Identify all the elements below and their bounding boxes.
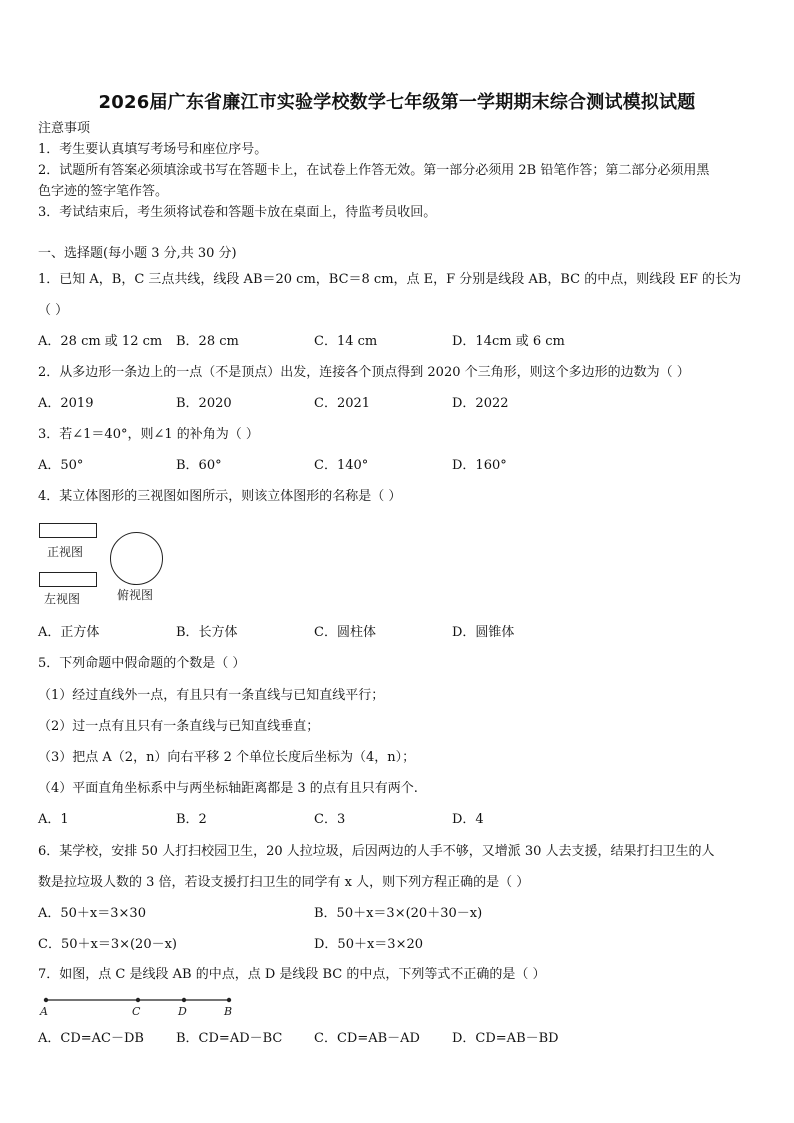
notice-item-1: 1．考生要认真填写考场号和座位序号。: [38, 142, 268, 157]
front-view-rectangle: [39, 523, 97, 538]
q5-item-4: （4）平面直角坐标系中与两坐标轴距离都是 3 的点有且只有两个.: [38, 781, 418, 796]
q5-option-a: A．1: [38, 812, 69, 827]
q3-option-c: C．140°: [314, 458, 369, 473]
q7-stem: 7．如图，点 C 是线段 AB 的中点，点 D 是线段 BC 的中点，下列等式不正确的是（ ）: [38, 967, 546, 982]
point-a-label: A: [40, 1005, 48, 1018]
notice-item-2-cont: 色字迹的签字笔作答。: [38, 184, 169, 199]
q6-option-c: C．50＋x＝3×(20－x): [38, 937, 178, 952]
section-heading: 一、选择题(每小题 3 分,共 30 分): [38, 246, 237, 261]
q7-option-a: A．CD=AC－DB: [38, 1031, 144, 1046]
point-a-dot: [44, 998, 48, 1002]
point-d-label: D: [178, 1005, 187, 1018]
q5-stem: 5．下列命题中假命题的个数是（ ）: [38, 656, 246, 671]
point-c-label: C: [132, 1005, 141, 1018]
notice-item-2: 2．试题所有答案必须填涂或书写在答题卡上，在试卷上作答无效。第一部分必须用 2B 铅笔作答；第二部分必须用黑: [38, 163, 710, 178]
q5-item-1: （1）经过直线外一点，有且只有一条直线与已知直线平行；: [38, 688, 385, 703]
q1-option-b: B．28 cm: [176, 334, 239, 349]
q5-item-2: （2）过一点有且只有一条直线与已知直线垂直；: [38, 719, 320, 734]
q1-stem-bracket: （ ）: [38, 303, 69, 318]
q3-option-a: A．50°: [38, 458, 84, 473]
front-view-label: 正视图: [47, 545, 84, 559]
q2-option-c: C．2021: [314, 396, 371, 411]
q7-option-d: D．CD=AB－BD: [452, 1031, 559, 1046]
q1-option-d: D．14cm 或 6 cm: [452, 334, 565, 349]
point-c-dot: [136, 998, 140, 1002]
point-d-dot: [182, 998, 186, 1002]
q2-option-b: B．2020: [176, 396, 232, 411]
q6-option-d: D．50＋x＝3×20: [314, 937, 424, 952]
q5-item-3: （3）把点 A（2，n）向右平移 2 个单位长度后坐标为（4，n）；: [38, 750, 416, 765]
q3-option-b: B．60°: [176, 458, 222, 473]
page-title: 2026届广东省廉江市实验学校数学七年级第一学期期末综合测试模拟试题: [98, 92, 696, 113]
q5-option-d: D．4: [452, 812, 484, 827]
point-b-label: B: [224, 1005, 233, 1018]
q6-stem-cont: 数是拉垃圾人数的 3 倍，若设支援打扫卫生的同学有 x 人，则下列方程正确的是（ ）: [38, 875, 530, 890]
top-view-circle: [110, 532, 163, 585]
top-view-label: 俯视图: [117, 588, 154, 602]
q5-option-c: C．3: [314, 812, 346, 827]
q1-option-c: C．14 cm: [314, 334, 378, 349]
left-view-label: 左视图: [44, 592, 81, 606]
q6-option-a: A．50＋x＝3×30: [38, 906, 146, 921]
q1-stem: 1．已知 A，B，C 三点共线，线段 AB＝20 cm，BC＝8 cm，点 E，F 分别是线段 AB，BC 的中点，则线段 EF 的长为: [38, 272, 742, 287]
q2-stem: 2．从多边形一条边上的一点（不是顶点）出发，连接各个顶点得到 2020 个三角形，则这个多边形的边数为（ ）: [38, 365, 690, 380]
q3-stem: 3．若∠1＝40°，则∠1 的补角为（ ）: [38, 427, 259, 442]
q2-option-a: A．2019: [38, 396, 94, 411]
q4-option-d: D．圆锥体: [452, 625, 515, 640]
q3-option-d: D．160°: [452, 458, 507, 473]
q4-option-b: B．长方体: [176, 625, 238, 640]
notice-heading: 注意事项: [38, 121, 91, 136]
q4-option-a: A．正方体: [38, 625, 100, 640]
q7-segment-figure: [34, 992, 244, 1022]
left-view-rectangle: [39, 572, 97, 587]
q7-option-b: B．CD=AD－BC: [176, 1031, 283, 1046]
q4-option-c: C．圆柱体: [314, 625, 376, 640]
q1-option-a: A．28 cm 或 12 cm: [38, 334, 163, 349]
q6-stem: 6．某学校，安排 50 人打扫校园卫生，20 人拉垃圾，后因两边的人手不够，又增派 30 人去支援，结果打扫卫生的人: [38, 844, 715, 859]
q5-option-b: B．2: [176, 812, 207, 827]
point-b-dot: [227, 998, 231, 1002]
q6-option-b: B．50＋x＝3×(20＋30－x): [314, 906, 483, 921]
q4-stem: 4．某立体图形的三视图如图所示，则该立体图形的名称是（ ）: [38, 489, 402, 504]
notice-item-3: 3．考试结束后，考生须将试卷和答题卡放在桌面上，待监考员收回。: [38, 205, 437, 220]
q2-option-d: D．2022: [452, 396, 509, 411]
q7-option-c: C．CD=AB－AD: [314, 1031, 420, 1046]
